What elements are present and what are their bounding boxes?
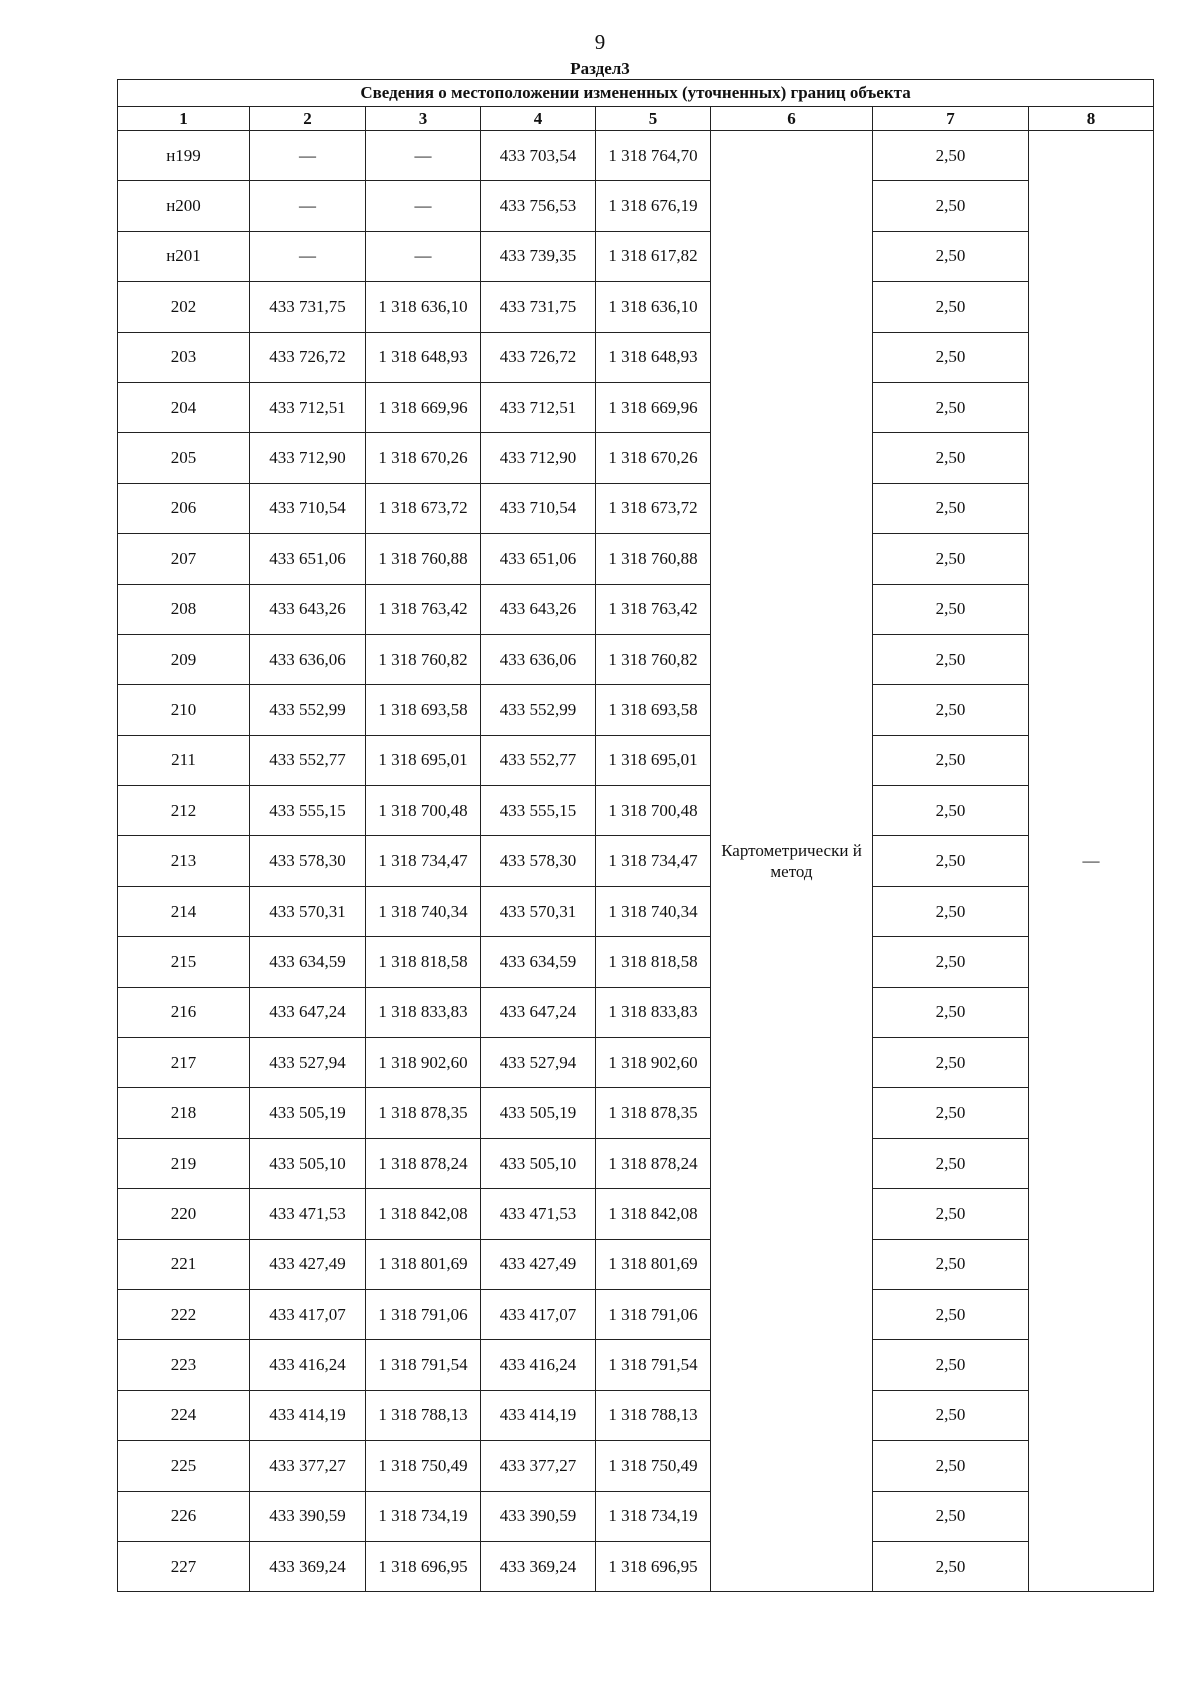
point-number-cell: 206	[118, 483, 250, 533]
x-old-cell: 433 390,59	[250, 1491, 366, 1541]
table-row	[118, 1088, 1154, 1138]
y-old-cell: 1 318 763,42	[366, 584, 481, 634]
y-old-cell: 1 318 740,34	[366, 886, 481, 936]
y-new-cell: 1 318 878,24	[596, 1138, 711, 1188]
x-new-cell: 433 636,06	[481, 634, 596, 684]
accuracy-cell: 2,50	[873, 131, 1029, 181]
point-number-cell: 214	[118, 886, 250, 936]
accuracy-cell: 2,50	[873, 1289, 1029, 1339]
x-old-cell: 433 578,30	[250, 836, 366, 886]
x-new-cell: 433 703,54	[481, 131, 596, 181]
accuracy-cell: 2,50	[873, 1138, 1029, 1188]
x-new-cell: 433 726,72	[481, 332, 596, 382]
accuracy-cell: 2,50	[873, 1088, 1029, 1138]
x-new-cell: 433 647,24	[481, 987, 596, 1037]
y-new-cell: 1 318 740,34	[596, 886, 711, 936]
table-row	[118, 1038, 1154, 1088]
point-number-cell: 208	[118, 584, 250, 634]
x-old-cell: 433 527,94	[250, 1038, 366, 1088]
point-number-cell: 225	[118, 1441, 250, 1491]
point-number-cell: 202	[118, 282, 250, 332]
accuracy-cell: 2,50	[873, 534, 1029, 584]
y-old-cell: 1 318 700,48	[366, 786, 481, 836]
point-number-cell: 205	[118, 433, 250, 483]
point-number-cell: 210	[118, 685, 250, 735]
x-new-cell: 433 570,31	[481, 886, 596, 936]
y-new-cell: 1 318 734,19	[596, 1491, 711, 1541]
y-old-cell: 1 318 788,13	[366, 1390, 481, 1440]
table-row	[118, 1340, 1154, 1390]
point-number-cell: 209	[118, 634, 250, 684]
y-new-cell: 1 318 791,06	[596, 1289, 711, 1339]
column-header: 4	[481, 107, 596, 131]
y-new-cell: 1 318 902,60	[596, 1038, 711, 1088]
x-new-cell: 433 527,94	[481, 1038, 596, 1088]
y-new-cell: 1 318 696,95	[596, 1541, 711, 1591]
y-old-cell: 1 318 670,26	[366, 433, 481, 483]
y-new-cell: 1 318 788,13	[596, 1390, 711, 1440]
accuracy-cell: 2,50	[873, 282, 1029, 332]
y-new-cell: 1 318 833,83	[596, 987, 711, 1037]
accuracy-cell: 2,50	[873, 786, 1029, 836]
y-old-cell: 1 318 669,96	[366, 382, 481, 432]
accuracy-cell: 2,50	[873, 634, 1029, 684]
y-new-cell: 1 318 764,70	[596, 131, 711, 181]
y-new-cell: 1 318 673,72	[596, 483, 711, 533]
table-row	[118, 584, 1154, 634]
point-number-cell: 227	[118, 1541, 250, 1591]
y-old-cell: 1 318 791,54	[366, 1340, 481, 1390]
x-old-cell: 433 471,53	[250, 1189, 366, 1239]
x-new-cell: 433 416,24	[481, 1340, 596, 1390]
x-old-cell: 433 552,99	[250, 685, 366, 735]
accuracy-cell: 2,50	[873, 181, 1029, 231]
point-number-cell: 220	[118, 1189, 250, 1239]
x-new-cell: 433 390,59	[481, 1491, 596, 1541]
x-new-cell: 433 555,15	[481, 786, 596, 836]
y-new-cell: 1 318 818,58	[596, 937, 711, 987]
y-new-cell: 1 318 734,47	[596, 836, 711, 886]
x-new-cell: 433 651,06	[481, 534, 596, 584]
y-old-cell: 1 318 818,58	[366, 937, 481, 987]
point-number-cell: 212	[118, 786, 250, 836]
x-new-cell: 433 427,49	[481, 1239, 596, 1289]
y-new-cell: 1 318 617,82	[596, 231, 711, 281]
y-old-cell: 1 318 734,47	[366, 836, 481, 886]
y-new-cell: 1 318 700,48	[596, 786, 711, 836]
accuracy-cell: 2,50	[873, 685, 1029, 735]
x-old-cell: 433 651,06	[250, 534, 366, 584]
table-caption: Сведения о местоположении измененных (уточненных) границ объекта	[118, 80, 1154, 107]
accuracy-cell: 2,50	[873, 584, 1029, 634]
table-row	[118, 786, 1154, 836]
point-number-cell: 218	[118, 1088, 250, 1138]
accuracy-cell: 2,50	[873, 1441, 1029, 1491]
x-old-cell: —	[250, 181, 366, 231]
table-row	[118, 1289, 1154, 1339]
x-old-cell: 433 643,26	[250, 584, 366, 634]
table-row	[118, 886, 1154, 936]
x-old-cell: 433 712,90	[250, 433, 366, 483]
x-old-cell: 433 377,27	[250, 1441, 366, 1491]
table-row	[118, 231, 1154, 281]
x-old-cell: 433 369,24	[250, 1541, 366, 1591]
method-cell: Картометрически й метод	[711, 131, 873, 1592]
y-new-cell: 1 318 760,82	[596, 634, 711, 684]
point-number-cell: н200	[118, 181, 250, 231]
x-new-cell: 433 643,26	[481, 584, 596, 634]
table-row	[118, 1390, 1154, 1440]
column-header: 8	[1029, 107, 1154, 131]
y-old-cell: —	[366, 231, 481, 281]
accuracy-cell: 2,50	[873, 937, 1029, 987]
point-number-cell: 204	[118, 382, 250, 432]
x-old-cell: 433 552,77	[250, 735, 366, 785]
accuracy-cell: 2,50	[873, 433, 1029, 483]
x-new-cell: 433 731,75	[481, 282, 596, 332]
x-old-cell: 433 731,75	[250, 282, 366, 332]
point-number-cell: 213	[118, 836, 250, 886]
point-number-cell: 215	[118, 937, 250, 987]
x-old-cell: 433 726,72	[250, 332, 366, 382]
x-old-cell: 433 427,49	[250, 1239, 366, 1289]
accuracy-cell: 2,50	[873, 987, 1029, 1037]
y-old-cell: 1 318 760,88	[366, 534, 481, 584]
section-title: Раздел3	[570, 59, 630, 78]
y-old-cell: 1 318 695,01	[366, 735, 481, 785]
x-new-cell: 433 712,90	[481, 433, 596, 483]
y-new-cell: 1 318 760,88	[596, 534, 711, 584]
y-old-cell: 1 318 833,83	[366, 987, 481, 1037]
table-caption-row	[118, 80, 1154, 107]
table-row	[118, 937, 1154, 987]
y-new-cell: 1 318 791,54	[596, 1340, 711, 1390]
table-row	[118, 1138, 1154, 1188]
x-new-cell: 433 414,19	[481, 1390, 596, 1440]
x-old-cell: 433 414,19	[250, 1390, 366, 1440]
point-number-cell: 219	[118, 1138, 250, 1188]
column-header: 6	[711, 107, 873, 131]
x-new-cell: 433 417,07	[481, 1289, 596, 1339]
accuracy-cell: 2,50	[873, 1541, 1029, 1591]
table-row	[118, 1491, 1154, 1541]
accuracy-cell: 2,50	[873, 886, 1029, 936]
boundary-coordinates-table	[117, 79, 1154, 1592]
y-old-cell: 1 318 842,08	[366, 1189, 481, 1239]
x-new-cell: 433 471,53	[481, 1189, 596, 1239]
y-new-cell: 1 318 695,01	[596, 735, 711, 785]
point-number-cell: 222	[118, 1289, 250, 1339]
point-number-cell: 217	[118, 1038, 250, 1088]
y-new-cell: 1 318 750,49	[596, 1441, 711, 1491]
x-old-cell: 433 634,59	[250, 937, 366, 987]
accuracy-cell: 2,50	[873, 735, 1029, 785]
y-old-cell: 1 318 750,49	[366, 1441, 481, 1491]
x-old-cell: 433 505,10	[250, 1138, 366, 1188]
point-number-cell: н201	[118, 231, 250, 281]
x-new-cell: 433 756,53	[481, 181, 596, 231]
x-old-cell: 433 636,06	[250, 634, 366, 684]
x-old-cell: 433 570,31	[250, 886, 366, 936]
point-number-cell: 224	[118, 1390, 250, 1440]
table-row	[118, 987, 1154, 1037]
accuracy-cell: 2,50	[873, 332, 1029, 382]
x-new-cell: 433 505,19	[481, 1088, 596, 1138]
point-number-cell: 211	[118, 735, 250, 785]
table-row	[118, 433, 1154, 483]
x-old-cell: 433 710,54	[250, 483, 366, 533]
table-row	[118, 181, 1154, 231]
y-old-cell: 1 318 636,10	[366, 282, 481, 332]
table-row	[118, 685, 1154, 735]
point-number-cell: 203	[118, 332, 250, 382]
x-new-cell: 433 552,99	[481, 685, 596, 735]
x-old-cell: 433 555,15	[250, 786, 366, 836]
column8-cell: —	[1029, 131, 1154, 1592]
table-row	[118, 382, 1154, 432]
point-number-cell: 226	[118, 1491, 250, 1541]
column-header: 2	[250, 107, 366, 131]
table-row	[118, 836, 1154, 886]
y-new-cell: 1 318 636,10	[596, 282, 711, 332]
column-header-row	[118, 107, 1154, 131]
accuracy-cell: 2,50	[873, 483, 1029, 533]
x-old-cell: 433 712,51	[250, 382, 366, 432]
x-new-cell: 433 505,10	[481, 1138, 596, 1188]
y-old-cell: 1 318 878,35	[366, 1088, 481, 1138]
y-old-cell: —	[366, 131, 481, 181]
table-row	[118, 483, 1154, 533]
accuracy-cell: 2,50	[873, 382, 1029, 432]
x-old-cell: 433 416,24	[250, 1340, 366, 1390]
column-header: 3	[366, 107, 481, 131]
accuracy-cell: 2,50	[873, 1239, 1029, 1289]
table-row	[118, 131, 1154, 181]
y-old-cell: 1 318 902,60	[366, 1038, 481, 1088]
table-row	[118, 634, 1154, 684]
column-header: 7	[873, 107, 1029, 131]
x-new-cell: 433 578,30	[481, 836, 596, 886]
y-new-cell: 1 318 670,26	[596, 433, 711, 483]
y-old-cell: 1 318 791,06	[366, 1289, 481, 1339]
table-row	[118, 332, 1154, 382]
x-old-cell: 433 505,19	[250, 1088, 366, 1138]
x-old-cell: —	[250, 231, 366, 281]
y-old-cell: —	[366, 181, 481, 231]
column-header: 1	[118, 107, 250, 131]
y-new-cell: 1 318 842,08	[596, 1189, 711, 1239]
x-new-cell: 433 710,54	[481, 483, 596, 533]
x-old-cell: 433 417,07	[250, 1289, 366, 1339]
x-new-cell: 433 634,59	[481, 937, 596, 987]
y-old-cell: 1 318 693,58	[366, 685, 481, 735]
y-old-cell: 1 318 760,82	[366, 634, 481, 684]
y-old-cell: 1 318 801,69	[366, 1239, 481, 1289]
table-row	[118, 534, 1154, 584]
y-old-cell: 1 318 696,95	[366, 1541, 481, 1591]
x-new-cell: 433 552,77	[481, 735, 596, 785]
page-number: 9	[594, 30, 606, 54]
y-old-cell: 1 318 734,19	[366, 1491, 481, 1541]
table-row	[118, 735, 1154, 785]
accuracy-cell: 2,50	[873, 1189, 1029, 1239]
y-new-cell: 1 318 693,58	[596, 685, 711, 735]
point-number-cell: 223	[118, 1340, 250, 1390]
table-row	[118, 1441, 1154, 1491]
column-header: 5	[596, 107, 711, 131]
y-old-cell: 1 318 673,72	[366, 483, 481, 533]
x-new-cell: 433 712,51	[481, 382, 596, 432]
y-new-cell: 1 318 878,35	[596, 1088, 711, 1138]
point-number-cell: 207	[118, 534, 250, 584]
table-row	[118, 282, 1154, 332]
accuracy-cell: 2,50	[873, 1491, 1029, 1541]
x-old-cell: —	[250, 131, 366, 181]
accuracy-cell: 2,50	[873, 1038, 1029, 1088]
x-old-cell: 433 647,24	[250, 987, 366, 1037]
y-old-cell: 1 318 648,93	[366, 332, 481, 382]
y-new-cell: 1 318 676,19	[596, 181, 711, 231]
x-new-cell: 433 377,27	[481, 1441, 596, 1491]
table-row	[118, 1189, 1154, 1239]
x-new-cell: 433 369,24	[481, 1541, 596, 1591]
accuracy-cell: 2,50	[873, 836, 1029, 886]
point-number-cell: 221	[118, 1239, 250, 1289]
accuracy-cell: 2,50	[873, 1340, 1029, 1390]
table-body	[118, 80, 1154, 1592]
x-new-cell: 433 739,35	[481, 231, 596, 281]
y-old-cell: 1 318 878,24	[366, 1138, 481, 1188]
table-row	[118, 1239, 1154, 1289]
y-new-cell: 1 318 648,93	[596, 332, 711, 382]
accuracy-cell: 2,50	[873, 231, 1029, 281]
table-row	[118, 1541, 1154, 1591]
y-new-cell: 1 318 669,96	[596, 382, 711, 432]
y-new-cell: 1 318 801,69	[596, 1239, 711, 1289]
point-number-cell: 216	[118, 987, 250, 1037]
point-number-cell: н199	[118, 131, 250, 181]
accuracy-cell: 2,50	[873, 1390, 1029, 1440]
y-new-cell: 1 318 763,42	[596, 584, 711, 634]
